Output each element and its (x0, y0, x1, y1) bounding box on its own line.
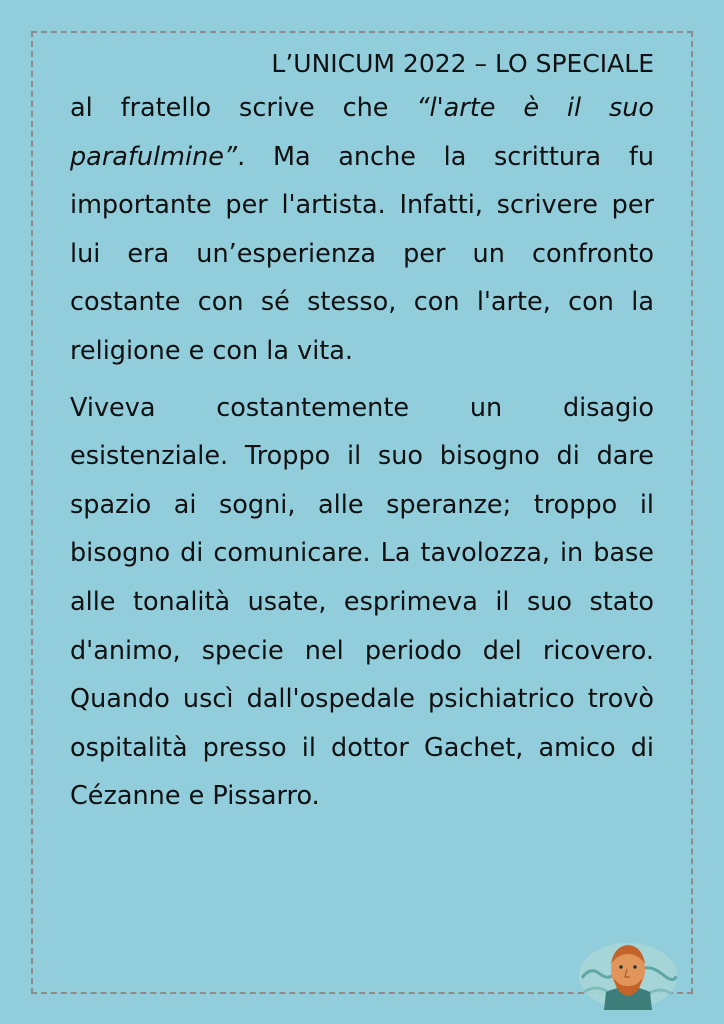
paragraph-1-quote: “l'arte è il suo parafulmine” (70, 93, 654, 172)
paragraph-1 (70, 84, 654, 376)
paragraph-1-rest: . Ma anche la scrittura fu importante per l'artista. Infatti, scrivere per lui era un’esperienza per un confronto costante con sé stesso, con l'arte, con la religione e con la vita. (70, 141, 654, 366)
van-gogh-portrait-icon (578, 936, 678, 1010)
page-header: L’UNICUM 2022 – LO SPECIALE (271, 49, 654, 78)
paragraph-2: Viveva costantemente un disagio esistenziale. Troppo il suo bisogno di dare spazio ai sogni, alle speranze; troppo il bisogno di comunicare. La tavolozza, in base alle tonalità usate, esprimeva il suo stato d'animo, specie nel periodo del ricovero. Quando uscì dall'ospedale psichiatrico trovò ospitalità presso il dottor Gachet, amico di Cézanne e Pissarro. (70, 392, 654, 812)
article-body (70, 84, 654, 821)
paragraph-1-lead: al fratello scrive che (70, 93, 417, 123)
